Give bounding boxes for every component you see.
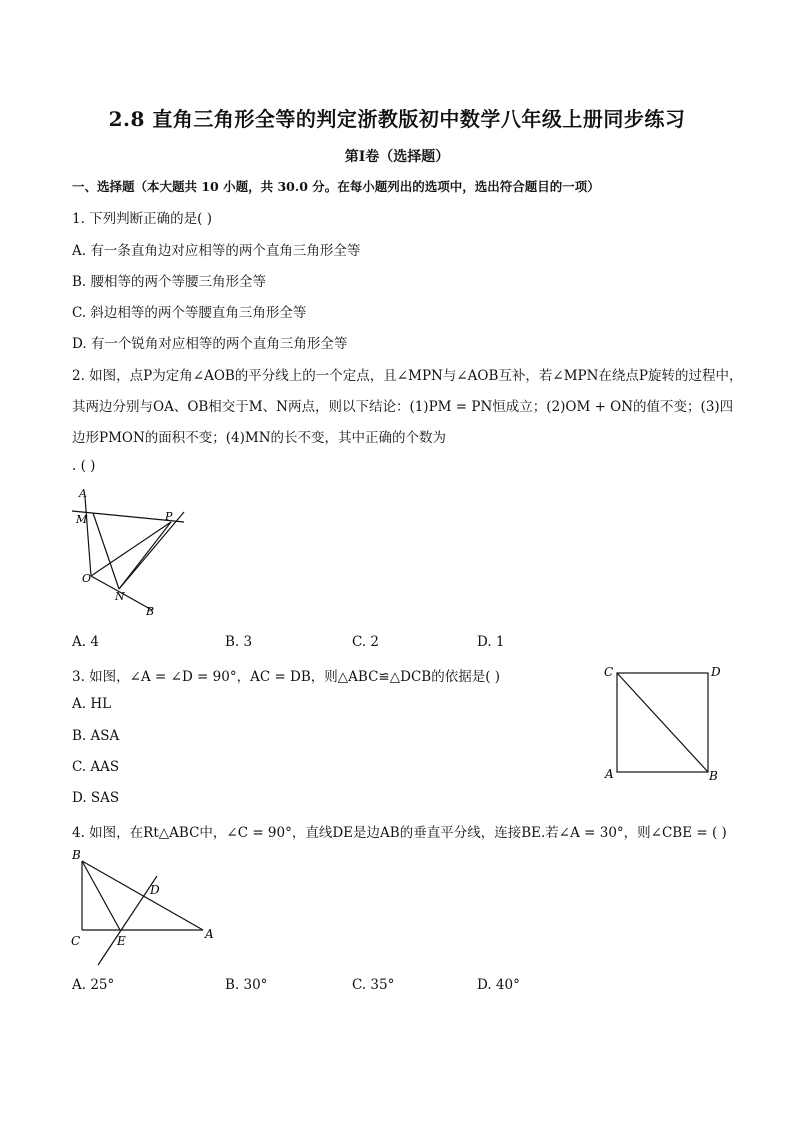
q3-option-b: B. ASA: [72, 728, 120, 744]
label-c: C: [604, 665, 614, 679]
q2-option-b: B. 3: [225, 634, 253, 650]
question-3-stem: 3. 如图，∠A = ∠D = 90°，AC = DB，则△ABC≌△DCB的依据是( ): [72, 669, 501, 685]
q3-option-d: D. SAS: [72, 790, 120, 806]
q3-figure: [598, 660, 728, 786]
label-a: A: [605, 767, 614, 781]
label-n: N: [115, 590, 125, 603]
q2-figure: [66, 482, 196, 622]
question-2-line-1: 2. 如图，点P为定角∠AOB的平分线上的一个定点，且∠MPN与∠AOB互补，若∠MPN在绕点P旋转的过程中，: [72, 368, 743, 384]
label-d: D: [150, 883, 160, 897]
q2-option-c: C. 2: [352, 634, 380, 650]
label-b: B: [709, 769, 718, 783]
label-p: P: [165, 510, 173, 523]
label-c: C: [71, 934, 81, 948]
q3-option-c: C. AAS: [72, 759, 120, 775]
line-de: [98, 876, 157, 965]
page-title: 2.8 直角三角形全等的判定浙教版初中数学八年级上册同步练习: [108, 107, 686, 131]
q2-option-a: A. 4: [72, 634, 99, 650]
q1-option-c: C. 斜边相等的两个等腰直角三角形全等: [72, 305, 307, 321]
label-d: D: [711, 665, 721, 679]
q4-option-b: B. 30°: [225, 977, 268, 993]
q2-option-d: D. 1: [477, 634, 505, 650]
label-b: B: [146, 605, 155, 618]
question-4-stem: 4. 如图，在Rt△ABC中，∠C = 90°，直线DE是边AB的垂直平分线，连接BE.若∠A = 30°，则∠CBE = ( ): [72, 825, 727, 841]
label-e: E: [117, 934, 126, 948]
label-b: B: [72, 848, 81, 862]
q4-option-a: A. 25°: [72, 977, 115, 993]
segment-mn: [93, 513, 119, 589]
ray-oa: [85, 497, 91, 576]
side-ba: [82, 861, 203, 930]
question-2-line-3: 边形PMON的面积不变；(4)MN的长不变，其中正确的个数为: [72, 430, 447, 446]
label-a: A: [205, 927, 214, 941]
q4-option-c: C. 35°: [352, 977, 395, 993]
q4-figure: [66, 843, 226, 973]
question-2-line-4: . ( ): [72, 458, 96, 474]
question-2-line-2: 其两边分别与OA、OB相交于M、N两点，则以下结论：(1)PM = PN恒成立；(2)OM + ON的值不变；(3)四: [72, 399, 734, 415]
question-1-stem: 1. 下列判断正确的是( ): [72, 211, 212, 227]
q1-option-d: D. 有一个锐角对应相等的两个直角三角形全等: [72, 336, 348, 352]
q4-option-d: D. 40°: [477, 977, 520, 993]
label-a: A: [79, 487, 87, 500]
diagonal-cb: [617, 673, 708, 772]
section-header: 一、选择题（本大题共 10 小题，共 30.0 分。在每小题列出的选项中，选出符合题目的一项）: [72, 179, 600, 194]
page-subtitle: 第Ⅰ卷（选择题）: [344, 149, 450, 165]
label-m: M: [76, 513, 88, 526]
label-o: O: [82, 572, 92, 585]
q3-option-a: A. HL: [72, 696, 112, 712]
q1-option-b: B. 腰相等的两个等腰三角形全等: [72, 274, 267, 290]
segment-op: [91, 522, 171, 576]
q1-option-a: A. 有一条直角边对应相等的两个直角三角形全等: [72, 243, 361, 259]
